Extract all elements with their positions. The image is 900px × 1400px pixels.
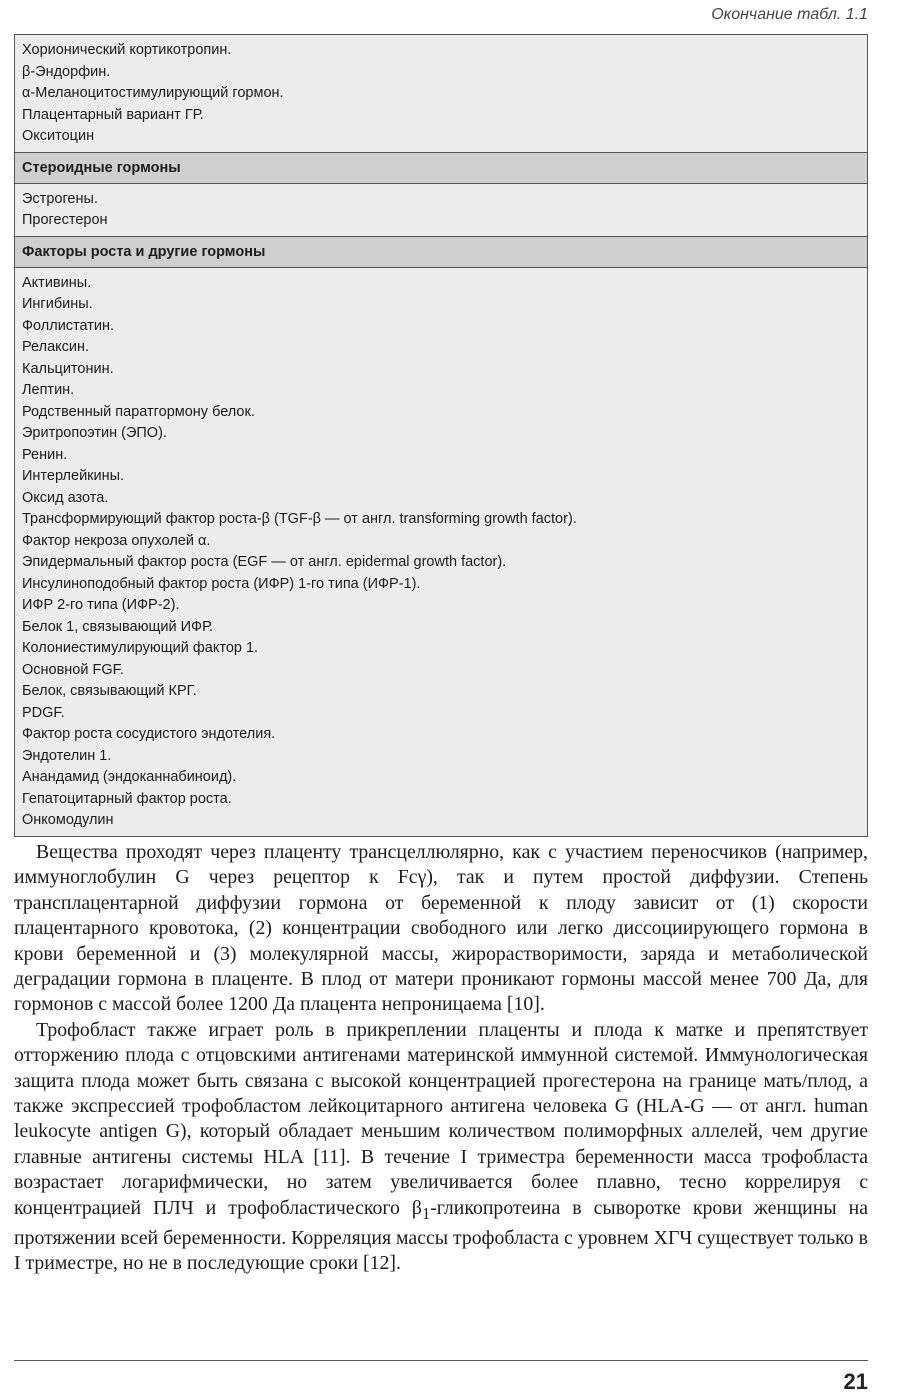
growth-factors-header: Факторы роста и другие гормоны bbox=[15, 236, 867, 268]
list-item: Окситоцин bbox=[22, 128, 95, 144]
list-item: Колониестимулирующий фактор 1. bbox=[22, 640, 259, 656]
list-item: Фактор некроза опухолей α. bbox=[22, 532, 211, 549]
page-number: 21 bbox=[843, 1369, 868, 1394]
list-item: Родственный паратгормону белок. bbox=[22, 403, 255, 420]
list-item: Хорионический кортикотропин. bbox=[22, 42, 232, 58]
list-item: Активины. bbox=[22, 274, 92, 291]
list-item: Эпидермальный фактор роста (EGF — от англ. epidermal growth factor). bbox=[22, 554, 507, 570]
list-item: Эритропоэтин (ЭПО). bbox=[22, 425, 167, 441]
list-item: Инсулиноподобный фактор роста (ИФР) 1-го типа (ИФР-1). bbox=[22, 575, 421, 592]
steroid-hormones-header: Стероидные гормоны bbox=[15, 152, 867, 184]
list-item: Плацентарный вариант ГР. bbox=[22, 106, 204, 123]
list-item: Онкомодулин bbox=[22, 812, 114, 828]
paragraph-2-part-1: Трофобласт также играет роль в прикреплении плаценты и плода к матке и препятствует отторжению плода с отцовскими антигенами материнской иммунной системой. Иммунологическая защита плода может быть связана с высокой концентрацией прогестерона на границе мать/плод, а также экспрессией трофобластом лейкоцитарного антигена человека G (HLA-G — от англ. human leukocyte antigen G), который обладает меньшим количеством полиморфных аллелей, чем другие главные антигены системы HLA [11]. В течение I триместра беременности масса трофобласта возрастает логарифмически, но затем увеличивается более плавно, тесно коррелируя с концентрацией ПЛЧ и трофобластического β bbox=[14, 1018, 868, 1219]
list-item: β-Эндорфин. bbox=[22, 63, 111, 80]
list-item: Фактор роста сосудистого эндотелия. bbox=[22, 726, 276, 742]
list-item: Эстрогены. bbox=[22, 190, 98, 207]
list-item: ИФР 2-го типа (ИФР-2). bbox=[22, 597, 180, 613]
list-item: α-Меланоцитостимулирующий гормон. bbox=[22, 85, 284, 101]
list-item: PDGF. bbox=[22, 704, 65, 721]
table-continuation-caption: Окончание табл. 1.1 bbox=[711, 6, 868, 23]
list-item: Оксид азота. bbox=[22, 489, 109, 506]
list-item: Белок, связывающий КРГ. bbox=[22, 683, 197, 699]
list-item: Прогестерон bbox=[22, 212, 108, 228]
list-item: Фоллистатин. bbox=[22, 317, 115, 334]
body-text bbox=[14, 840, 868, 1277]
beta-subscript: 1 bbox=[421, 1203, 431, 1223]
list-item: Лептин. bbox=[22, 382, 75, 398]
hormones-table bbox=[14, 34, 868, 837]
list-item: Анандамид (эндоканнабиноид). bbox=[22, 769, 237, 785]
list-item: Трансформирующий фактор роста-β (TGF-β — от англ. transforming growth factor). bbox=[22, 511, 577, 527]
footer-divider bbox=[14, 1360, 868, 1361]
table-group-1 bbox=[15, 35, 867, 152]
list-item: Белок 1, связывающий ИФР. bbox=[22, 618, 214, 635]
paragraph-2 bbox=[14, 1018, 868, 1277]
list-item: Релаксин. bbox=[22, 339, 90, 355]
list-item: Ренин. bbox=[22, 446, 68, 463]
list-item: Кальцитонин. bbox=[22, 360, 114, 377]
paragraph-1: Вещества проходят через плаценту трансцеллюлярно, как с участием переносчиков (например, иммуноглобулин G через рецептор к Fcγ), так и путем простой диффузии. Степень трансплацентарной диффузии гормона от беременной к плоду зависит от (1) скорости плацентарного кровотока, (2) концентрации свободного или легко диссоциирующего гормона в крови беременной и (3) молекулярной массы, жирорастворимости, заряда и метаболической деградации гормона в плаценте. В плод от матери проникают гормоны массой менее 700 Да, для гормонов с массой более 1200 Да плацента непроницаема [10]. bbox=[14, 841, 868, 1016]
list-item: Интерлейкины. bbox=[22, 468, 125, 484]
table-group-2 bbox=[15, 184, 867, 236]
list-item: Гепатоцитарный фактор роста. bbox=[22, 790, 232, 807]
table-group-3 bbox=[15, 268, 867, 836]
list-item: Основной FGF. bbox=[22, 661, 124, 678]
list-item: Эндотелин 1. bbox=[22, 747, 112, 764]
paragraph-2-part-2: -гликопротеина в сыворотке крови женщины на протяжении всей беременности. Корреляция массы трофобласта с уровнем ХГЧ существует только в I триместре, но не в последующие сроки [12]. bbox=[14, 1196, 868, 1275]
list-item: Ингибины. bbox=[22, 296, 93, 312]
